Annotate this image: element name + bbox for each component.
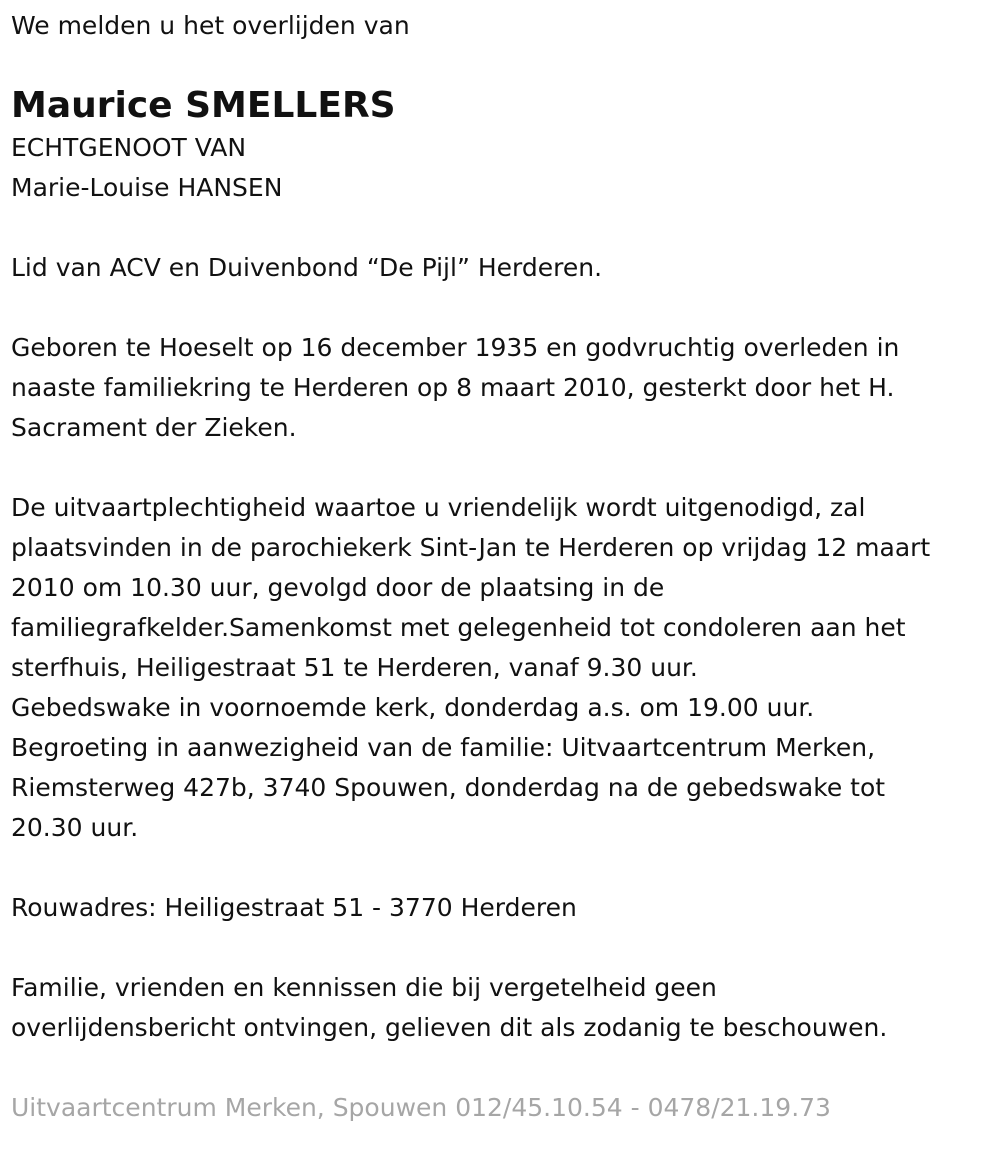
relation-label: ECHTGENOOT VAN [11,133,247,162]
paragraph-line: Familie, vrienden en kennissen die bij vergetelheid geen [11,973,717,1002]
closing-paragraph [11,968,991,1048]
membership-text: Lid van ACV en Duivenbond “De Pijl” Herderen. [11,253,603,282]
paragraph-line: sterfhuis, Heiligestraat 51 te Herderen, vanaf 9.30 uur. [11,653,698,682]
birth-death-paragraph [11,328,991,448]
paragraph-line: Sacrament der Zieken. [11,413,297,442]
mourning-address: Rouwadres: Heiligestraat 51 - 3770 Herderen [11,893,577,922]
paragraph-line: Riemsterweg 427b, 3740 Spouwen, donderdag na de gebedswake tot [11,773,886,802]
deceased-name: Maurice SMELLERS [11,85,396,126]
intro-text: We melden u het overlijden van [11,11,410,40]
paragraph-line: 20.30 uur. [11,813,139,842]
paragraph-line: naaste familiekring te Herderen op 8 maart 2010, gesterkt door het H. [11,373,895,402]
paragraph-line: Gebedswake in voornoemde kerk, donderdag a.s. om 19.00 uur. [11,693,815,722]
paragraph-line: Begroeting in aanwezigheid van de familie: Uitvaartcentrum Merken, [11,733,876,762]
paragraph-line: Geboren te Hoeselt op 16 december 1935 en godvruchtig overleden in [11,333,900,362]
paragraph-line: overlijdensbericht ontvingen, gelieven dit als zodanig te beschouwen. [11,1013,888,1042]
ceremony-paragraph [11,488,991,848]
paragraph-line: 2010 om 10.30 uur, gevolgd door de plaatsing in de [11,573,665,602]
funeral-home-footer: Uitvaartcentrum Merken, Spouwen 012/45.10.54 - 0478/21.19.73 [11,1093,831,1122]
obituary-notice [11,6,991,1128]
membership-block [11,248,991,288]
mourning-address-block [11,888,991,928]
paragraph-line: De uitvaartplechtigheid waartoe u vriendelijk wordt uitgenodigd, zal [11,493,866,522]
spouse-name: Marie-Louise HANSEN [11,173,283,202]
paragraph-line: familiegrafkelder.Samenkomst met gelegenheid tot condoleren aan het [11,613,906,642]
paragraph-line: plaatsvinden in de parochiekerk Sint-Jan te Herderen op vrijdag 12 maart [11,533,931,562]
